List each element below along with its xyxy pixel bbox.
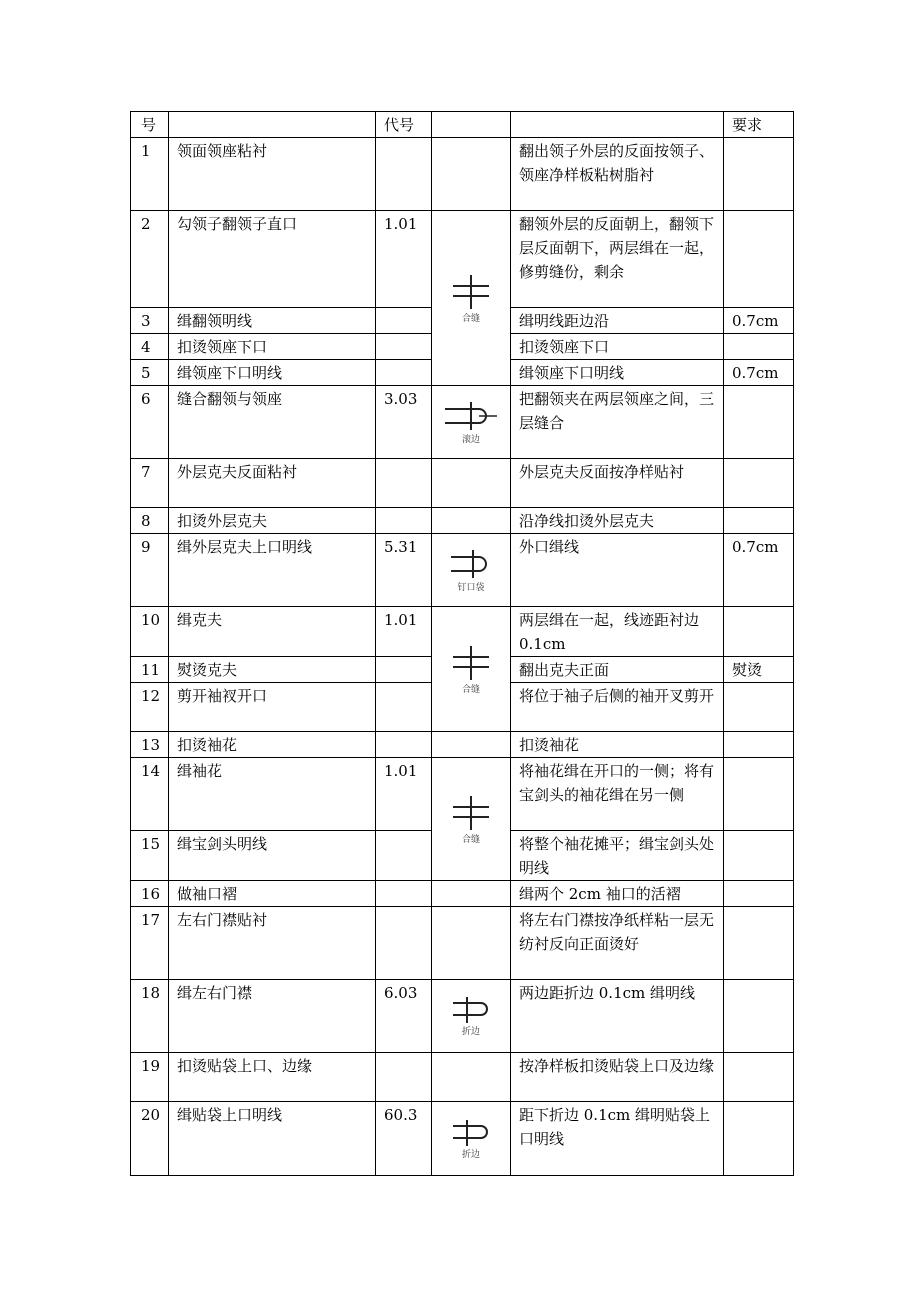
- seam-symbol-icon: [451, 272, 491, 312]
- row-operation: 扣烫外层克夫: [169, 508, 376, 534]
- row-requirement: [724, 386, 794, 459]
- header-number: 号: [131, 112, 169, 138]
- row-number: 9: [131, 534, 169, 607]
- row-description: 扣烫袖花: [511, 732, 724, 758]
- row-requirement: [724, 459, 794, 508]
- seam-symbol-icon: [451, 793, 491, 833]
- row-description: 将整个袖花摊平；缉宝剑头处明线: [511, 831, 724, 881]
- row-code: [376, 831, 432, 881]
- row-symbol-cell: [432, 138, 511, 211]
- row-requirement: [724, 1102, 794, 1176]
- row-requirement: [724, 831, 794, 881]
- row-description: 把翻领夹在两层领座之间，三层缝合: [511, 386, 724, 459]
- row-number: 20: [131, 1102, 169, 1176]
- row-symbol-cell: [432, 386, 511, 459]
- row-requirement: [724, 881, 794, 907]
- row-number: 16: [131, 881, 169, 907]
- table-row: [131, 459, 794, 508]
- row-description: 两层缉在一起，线迹距衬边 0.1cm: [511, 607, 724, 657]
- row-code: [376, 360, 432, 386]
- row-code: [376, 732, 432, 758]
- row-requirement: [724, 1053, 794, 1102]
- row-symbol-cell: [432, 459, 511, 508]
- row-number: 14: [131, 758, 169, 831]
- row-number: 11: [131, 657, 169, 683]
- table-row: [131, 907, 794, 980]
- row-symbol-cell: [432, 1102, 511, 1176]
- table-row: [131, 732, 794, 758]
- header-description: [511, 112, 724, 138]
- row-requirement: [724, 683, 794, 732]
- table-row: [131, 1053, 794, 1102]
- row-number: 19: [131, 1053, 169, 1102]
- row-code: [376, 657, 432, 683]
- header-requirement: 要求: [724, 112, 794, 138]
- row-number: 6: [131, 386, 169, 459]
- row-requirement: [724, 138, 794, 211]
- row-operation: 扣烫贴袋上口、边缘: [169, 1053, 376, 1102]
- row-code: 5.31: [376, 534, 432, 607]
- row-code: 1.01: [376, 607, 432, 657]
- process-table: [130, 111, 794, 1176]
- header-operation: [169, 112, 376, 138]
- row-operation: 熨烫克夫: [169, 657, 376, 683]
- row-operation: 缉外层克夫上口明线: [169, 534, 376, 607]
- row-description: 将袖花缉在开口的一侧；将有宝剑头的袖花缉在另一侧: [511, 758, 724, 831]
- row-symbol-cell: [432, 1053, 511, 1102]
- row-description: 将位于袖子后侧的袖开叉剪开: [511, 683, 724, 732]
- row-description: 外层克夫反面按净样贴衬: [511, 459, 724, 508]
- row-requirement: 0.7cm: [724, 308, 794, 334]
- row-number: 13: [131, 732, 169, 758]
- row-number: 17: [131, 907, 169, 980]
- row-code: [376, 1053, 432, 1102]
- row-requirement: [724, 508, 794, 534]
- fold-edge-symbol-label: 折边: [461, 1027, 480, 1037]
- row-requirement: [724, 907, 794, 980]
- row-operation: 扣烫袖花: [169, 732, 376, 758]
- row-operation: 缝合翻领与领座: [169, 386, 376, 459]
- row-number: 18: [131, 980, 169, 1053]
- row-code: 1.01: [376, 211, 432, 308]
- row-code: [376, 508, 432, 534]
- row-operation: 剪开袖衩开口: [169, 683, 376, 732]
- row-description: 距下折边 0.1cm 缉明贴袋上口明线: [511, 1102, 724, 1176]
- row-operation: 勾领子翻领子直口: [169, 211, 376, 308]
- table-row: [131, 758, 794, 831]
- row-operation: 缉宝剑头明线: [169, 831, 376, 881]
- table-row: [131, 138, 794, 211]
- row-requirement: [724, 607, 794, 657]
- row-operation: 做袖口褶: [169, 881, 376, 907]
- row-symbol-cell: [432, 980, 511, 1053]
- row-operation: 缉左右门襟: [169, 980, 376, 1053]
- table-row: [131, 508, 794, 534]
- row-symbol-cell: [432, 508, 511, 534]
- row-number: 10: [131, 607, 169, 657]
- row-description: 按净样板扣烫贴袋上口及边缘: [511, 1053, 724, 1102]
- row-operation: 缉贴袋上口明线: [169, 1102, 376, 1176]
- table-header-row: [131, 112, 794, 138]
- row-number: 5: [131, 360, 169, 386]
- header-code: 代号: [376, 112, 432, 138]
- row-description: 沿净线扣烫外层克夫: [511, 508, 724, 534]
- row-description: 扣烫领座下口: [511, 334, 724, 360]
- row-requirement: 熨烫: [724, 657, 794, 683]
- row-operation: 缉克夫: [169, 607, 376, 657]
- fold-edge-symbol-icon: [451, 1118, 491, 1148]
- row-code: [376, 459, 432, 508]
- table-row: [131, 534, 794, 607]
- row-number: 15: [131, 831, 169, 881]
- row-symbol-cell: [432, 211, 511, 386]
- row-number: 3: [131, 308, 169, 334]
- row-symbol-cell: [432, 907, 511, 980]
- fold-edge-symbol-label: 折边: [461, 1149, 480, 1160]
- row-code: [376, 907, 432, 980]
- row-number: 12: [131, 683, 169, 732]
- binding-symbol-icon: [443, 399, 499, 433]
- row-requirement: [724, 334, 794, 360]
- table-row: [131, 211, 794, 308]
- row-code: [376, 334, 432, 360]
- row-operation: 领面领座粘衬: [169, 138, 376, 211]
- row-symbol-cell: [432, 732, 511, 758]
- row-description: 缉明线距边沿: [511, 308, 724, 334]
- row-requirement: [724, 211, 794, 308]
- row-code: 3.03: [376, 386, 432, 459]
- row-operation: 缉翻领明线: [169, 308, 376, 334]
- row-requirement: [724, 732, 794, 758]
- row-description: 翻领外层的反面朝上，翻领下层反面朝下，两层缉在一起，修剪缝份，剩余: [511, 211, 724, 308]
- row-requirement: [724, 980, 794, 1053]
- row-operation: 扣烫领座下口: [169, 334, 376, 360]
- row-description: 将左右门襟按净纸样粘一层无纺衬反向正面烫好: [511, 907, 724, 980]
- seam-symbol-label: 合缝: [461, 835, 480, 845]
- row-code: 1.01: [376, 758, 432, 831]
- table-row: [131, 386, 794, 459]
- row-description: 翻出领子外层的反面按领子、领座净样板粘树脂衬: [511, 138, 724, 211]
- row-number: 2: [131, 211, 169, 308]
- row-description: 缉两个 2cm 袖口的活褶: [511, 881, 724, 907]
- table-row: [131, 607, 794, 657]
- table-row: [131, 881, 794, 907]
- seam-symbol-icon: [451, 643, 491, 683]
- row-code: [376, 138, 432, 211]
- row-code: [376, 683, 432, 732]
- header-symbol: [432, 112, 511, 138]
- row-description: 缉领座下口明线: [511, 360, 724, 386]
- row-requirement: 0.7cm: [724, 360, 794, 386]
- row-symbol-cell: [432, 534, 511, 607]
- seam-symbol-label: 合缝: [461, 314, 480, 324]
- row-code: 60.3: [376, 1102, 432, 1176]
- row-operation: 左右门襟贴衬: [169, 907, 376, 980]
- row-description: 外口缉线: [511, 534, 724, 607]
- pocket-symbol-icon: [449, 547, 493, 581]
- row-number: 7: [131, 459, 169, 508]
- row-code: 6.03: [376, 980, 432, 1053]
- row-symbol-cell: [432, 758, 511, 881]
- fold-edge-symbol-icon: [451, 995, 491, 1025]
- row-code: [376, 308, 432, 334]
- row-requirement: [724, 758, 794, 831]
- row-number: 4: [131, 334, 169, 360]
- pocket-symbol-label: 钉口袋: [457, 583, 485, 593]
- row-requirement: 0.7cm: [724, 534, 794, 607]
- table-row: [131, 980, 794, 1053]
- row-operation: 外层克夫反面粘衬: [169, 459, 376, 508]
- row-symbol-cell: [432, 607, 511, 732]
- seam-symbol-label: 合缝: [461, 685, 480, 695]
- table-row: [131, 1102, 794, 1176]
- binding-symbol-label: 滚边: [461, 435, 480, 445]
- row-number: 8: [131, 508, 169, 534]
- row-operation: 缉领座下口明线: [169, 360, 376, 386]
- row-number: 1: [131, 138, 169, 211]
- row-description: 两边距折边 0.1cm 缉明线: [511, 980, 724, 1053]
- row-description: 翻出克夫正面: [511, 657, 724, 683]
- row-code: [376, 881, 432, 907]
- row-operation: 缉袖花: [169, 758, 376, 831]
- row-symbol-cell: [432, 881, 511, 907]
